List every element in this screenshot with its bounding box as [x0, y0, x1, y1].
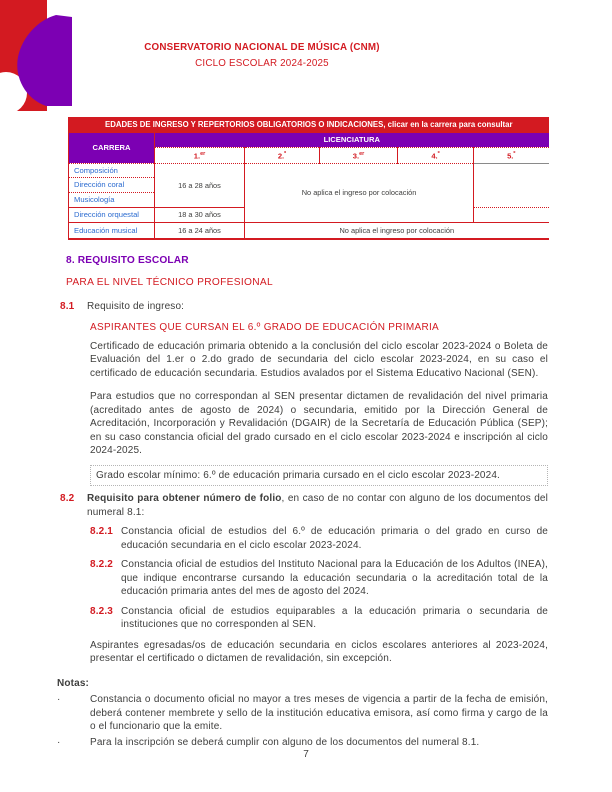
career-link-direccion-orquestal[interactable]: Dirección orquestal — [69, 208, 155, 223]
table-banner: EDADES DE INGRESO Y REPERTORIOS OBLIGATORIOS O INDICACIONES, clicar en la carrera para consultar — [69, 117, 549, 133]
grade-sup: º — [284, 150, 287, 157]
page-content — [57, 117, 548, 751]
grade-header-2 — [245, 147, 320, 163]
grade-header-1 — [155, 147, 245, 163]
section-8-2-label-bold: Requisito para obtener número de folio — [87, 493, 282, 505]
section-8-1 — [60, 300, 548, 314]
table-row — [69, 223, 549, 239]
grade-base: 2. — [277, 151, 285, 161]
section-number-8-2: 8.2 — [60, 493, 75, 505]
item-8-2-2 — [90, 558, 548, 599]
item-8-2-1 — [90, 525, 548, 552]
group-header-licenciatura: LICENCIATURA — [155, 133, 549, 147]
grade-sup: º — [437, 150, 440, 157]
aspirantes-heading: ASPIRANTES QUE CURSAN EL 6.º GRADO DE EDUCACIÓN PRIMARIA — [90, 322, 440, 334]
section-subheading-nivel-tecnico: PARA EL NIVEL TÉCNICO PROFESIONAL — [66, 277, 273, 289]
section-8-2-text — [87, 492, 548, 519]
nota-1-text: Constancia o documento oficial no mayor a tres meses de vigencia a partir de la fecha de emisión, deberá contener membrete y sello de la institución educativa emisora, así como firma y cargo de la o el funcionario que la emite. — [90, 694, 548, 733]
item-8-2-3-text: Constancia oficial de estudios equiparables a la educación primaria o secundaria de instituciones que no corresponden al SEN. — [121, 605, 548, 631]
nota-bullet-1 — [57, 693, 548, 734]
career-link-composicion[interactable]: Composición — [69, 163, 155, 178]
empty-cell-5th — [474, 163, 549, 208]
career-link-musicologia[interactable]: Musicología — [69, 193, 155, 208]
item-8-2-3 — [90, 605, 548, 632]
paragraph-aspirantes-egresados: Aspirantes egresadas/os de educación secundaria en ciclos escolares anteriores al 2023-2024, presentar el certificado o dictamen de revalidación, sin excepción. — [90, 639, 548, 665]
document-subtitle: CICLO ESCOLAR 2024-2025 — [195, 58, 329, 69]
ingreso-ages-table — [68, 117, 549, 240]
grade-header-3 — [320, 147, 398, 163]
nota-bullet-2 — [57, 736, 548, 750]
bullet-marker: · — [57, 694, 61, 706]
grade-base: 1. — [193, 151, 201, 161]
age-range-orquestal: 18 a 30 años — [155, 208, 245, 223]
grade-sup: er — [359, 150, 365, 157]
section-8-2 — [60, 492, 548, 519]
age-range-musical: 16 a 24 años — [155, 223, 245, 239]
grade-sup: er — [200, 150, 206, 157]
item-number-8-2-2: 8.2.2 — [90, 559, 113, 571]
paragraph-certificado: Certificado de educación primaria obtenido a la conclusión del ciclo escolar 2023-2024 o Boleta de Evaluación del 1.er o 2.do grado de secundaria del ciclo escolar 2023-2024, en su caso el certificado de educación secundaria. Estudios avalados por el Sistema Educativo Nacional (SEN). — [90, 340, 548, 379]
no-aplica-cell-bottom: No aplica el ingreso por colocación — [339, 225, 455, 235]
bullet-marker: · — [57, 736, 61, 748]
page-number: 7 — [303, 749, 309, 760]
career-link-direccion-coral[interactable]: Dirección coral — [69, 178, 155, 193]
grade-base: 5. — [507, 151, 514, 161]
notas-label: Notas: — [57, 677, 90, 689]
grade-header-4 — [398, 147, 474, 163]
section-heading-8: 8. REQUISITO ESCOLAR — [66, 254, 189, 266]
nota-2-text: Para la inscripción se deberá cumplir con alguno de los documentos del numeral 8.1. — [90, 736, 480, 748]
age-range-group: 16 a 28 años — [155, 163, 245, 208]
section-8-2-label-rest: , en caso de no contar con alguno de los documentos del numeral 8.1: — [87, 493, 548, 518]
item-number-8-2-3: 8.2.3 — [90, 605, 113, 617]
grade-base: 4. — [431, 151, 438, 161]
grado-minimo-box: Grado escolar mínimo: 6.º de educación primaria cursado en el ciclo escolar 2023-2024. — [90, 465, 548, 487]
career-link-educacion-musical[interactable]: Educación musical — [69, 223, 155, 239]
item-8-2-1-text: Constancia oficial de estudios del 6.º de educación primaria o del grado en curso de educación secundaria en el ciclo escolar 2023-2024. — [121, 526, 548, 551]
grade-base: 3. — [352, 151, 360, 161]
document-title: CONSERVATORIO NACIONAL DE MÚSICA (CNM) — [144, 42, 380, 53]
grade-sup: º — [513, 150, 516, 157]
column-header-carrera: CARRERA — [69, 133, 155, 163]
section-8-1-label: Requisito de ingreso: — [87, 300, 185, 312]
document-header — [0, 42, 524, 69]
table-row — [69, 163, 549, 178]
item-8-2-2-text: Constancia oficial de estudios del Instituto Nacional para la Educación de los Adultos (INEA), que indique encontrarse cursando la educación secundaria o la acreditación total de la educación primaria antes del mes de agosto del 2024. — [121, 559, 548, 598]
section-number-8-1: 8.1 — [60, 300, 75, 312]
empty-cell-5th-orquestal — [474, 208, 549, 223]
paragraph-revalidacion: Para estudios que no correspondan al SEN presentar dictamen de revalidación del nivel primaria (acreditado antes de agosto de 2024) o secundaria, emitido por la Dirección General de Acreditación, Incorporación y Revalidación (DGAIR) de la Secretaría de Educación Pública (SEP); en su caso constancia oficial del grado cursado en el ciclo escolar 2023-2024 e inscripción al ciclo 2024-2025. — [90, 391, 548, 457]
no-aplica-cell: No aplica el ingreso por colocación — [245, 163, 474, 223]
grade-header-5 — [474, 147, 549, 163]
item-number-8-2-1: 8.2.1 — [90, 526, 113, 538]
